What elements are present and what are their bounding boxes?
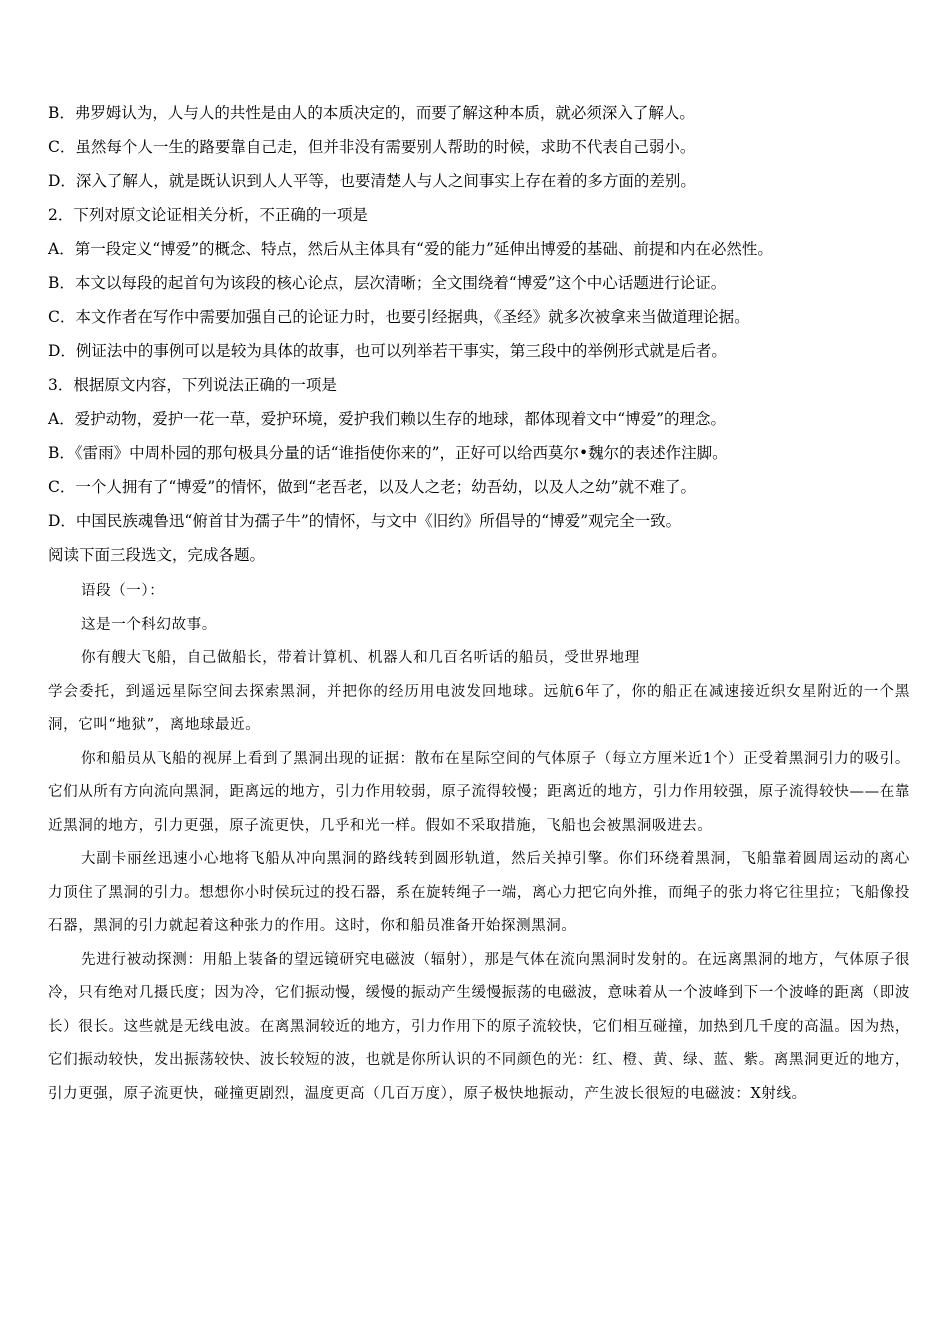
passage-intro: 这是一个科幻故事。 — [81, 616, 217, 633]
q2-stem: 2．下列对原文论证相关分析，不正确的一项是 — [48, 206, 368, 224]
q1-option-b: B．弗罗姆认为，人与人的共性是由人的本质决定的，而要了解这种本质，就必须深入了解人。 — [48, 104, 695, 122]
q3-option-a: A．爱护动物，爱护一花一草，爱护环境，爱护我们赖以生存的地球，都体现着文中“博爱”的理念。 — [48, 410, 727, 428]
q1-option-d: D．深入了解人，就是既认识到人人平等，也要清楚人与人之间事实上存在着的多方面的差别。 — [48, 172, 696, 190]
q2-option-c: C．本文作者在写作中需要加强自己的论证力时，也要引经据典，《圣经》就多次被拿来当做道理论据。 — [48, 308, 750, 326]
q2-option-a: A．第一段定义“博爱”的概念、特点，然后从主体具有“爱的能力”延伸出博爱的基础、前提和内在必然性。 — [48, 240, 773, 258]
q3-option-c: C．一个人拥有了“博爱”的情怀，做到“老吾老，以及人之老；幼吾幼，以及人之幼”就不难了。 — [48, 478, 697, 496]
passage-body — [48, 575, 910, 1111]
q3-option-b: B．《雷雨》中周朴园的那句极具分量的话“谁指使你来的”，正好可以给西莫尔•魏尔的表述作注脚。 — [48, 444, 728, 462]
q2-option-d: D．例证法中的事例可以是较为具体的故事，也可以列举若干事实，第三段中的举例形式就是后者。 — [48, 342, 727, 360]
passage-paragraph-1-first-line: 你有艘大飞船，自己做船长，带着计算机、机器人和几百名听话的船员，受世界地理 — [81, 650, 640, 666]
passage-paragraph-1-rest: 学会委托，到遥远星际空间去探索黑洞，并把你的经历用电波发回地球。远航6年了，你的船正在减速接近织女星附近的一个黑洞，它叫“地狱”，离地球最近。 — [48, 683, 910, 733]
passage-paragraph-3: 大副卡丽丝迅速小心地将飞船从冲向黑洞的路线转到圆形轨道，然后关掉引擎。你们环绕着黑洞，飞船靠着圆周运动的离心力顶住了黑洞的引力。想想你小时侯玩过的投石器，系在旋转绳子一端，离心力把它向外推，而绳子的张力将它往里拉；飞船像投石器，黑洞的引力就起着这种张力的作用。这时，你和船员准备开始探测黑洞。 — [48, 851, 910, 934]
q3-stem: 3．根据原文内容，下列说法正确的一项是 — [48, 376, 337, 394]
q2-option-b: B．本文以每段的起首句为该段的核心论点，层次清晰；全文围绕着“博爱”这个中心话题进行论证。 — [48, 274, 727, 292]
reading-instruction: 阅读下面三段选文，完成各题。 — [48, 546, 266, 564]
q3-option-d: D．中国民族魂鲁迅“俯首甘为孺子牛”的情怀，与文中《旧约》所倡导的“博爱”观完全一致。 — [48, 512, 682, 530]
q1-option-c: C．虽然每个人一生的路要靠自己走，但并非没有需要别人帮助的时候，求助不代表自己弱小。 — [48, 138, 696, 156]
passage-paragraph-2: 你和船员从飞船的视屏上看到了黑洞出现的证据：散布在星际空间的气体原子（每立方厘米近1个）正受着黑洞引力的吸引。它们从所有方向流向黑洞，距离远的地方，引力作用较弱，原子流得较慢；距离近的地方，引力作用较强，原子流得较快——在靠近黑洞的地方，引力更强，原子流更快，几乎和光一样。假如不采取措施，飞船也会被黑洞吸进去。 — [48, 750, 910, 834]
passage-paragraph-4: 先进行被动探测：用船上装备的望远镜研究电磁波（辐射），那是气体在流向黑洞时发射的。在远离黑洞的地方，气体原子很冷，只有绝对几摄氏度；因为冷，它们振动慢，缓慢的振动产生缓慢振荡的电磁波，意味着从一个波峰到下一个波峰的距离（即波长）很长。这些就是无线电波。在离黑洞较近的地方，引力作用下的原子流较快，它们相互碰撞，加热到几千度的高温。因为热，它们振动较快，发出振荡较快、波长较短的波，也就是你所认识的不同颜色的光：红、橙、黄、绿、蓝、紫。离黑洞更近的地方，引力更强，原子流更快，碰撞更剧烈，温度更高（几百万度），原子极快地振动，产生波长很短的电磁波：X射线。 — [48, 951, 910, 1102]
passage-heading: 语段（一）： — [81, 583, 165, 599]
